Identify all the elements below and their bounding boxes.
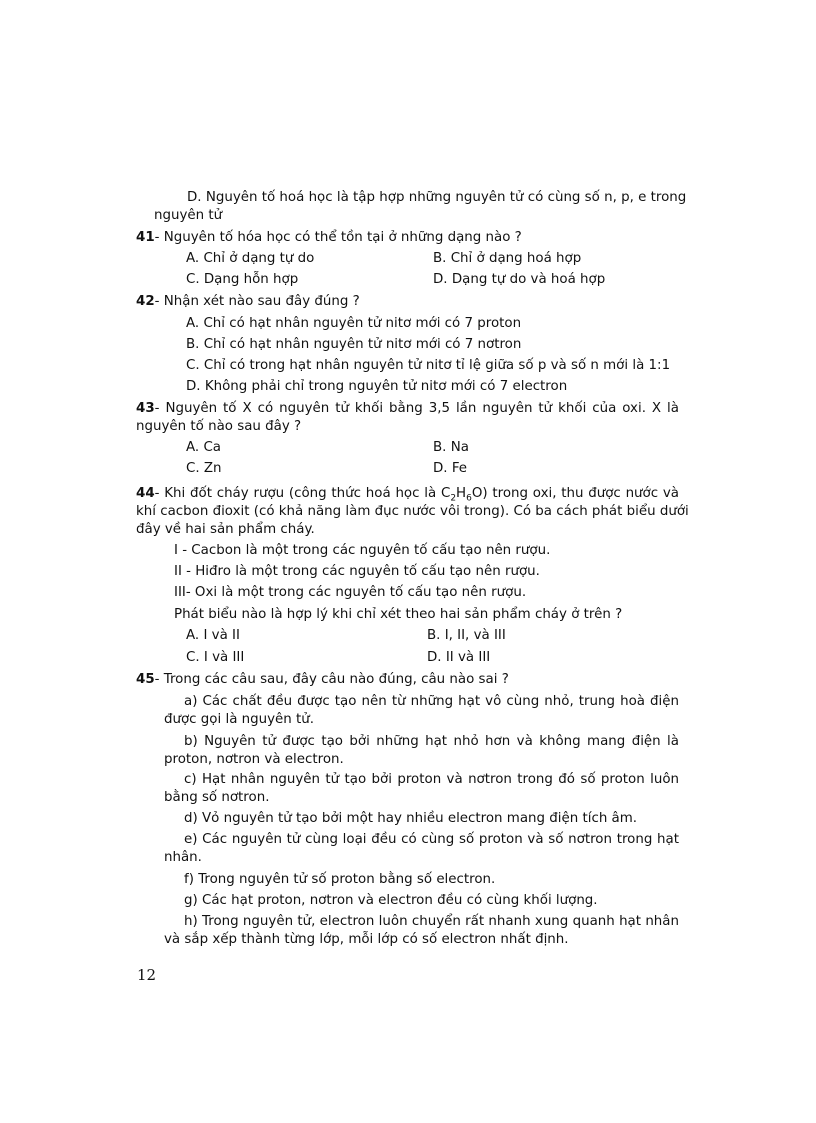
question-44-number: 44 [136,486,155,501]
q45-statement-g: g) Các hạt proton, nơtron và electron đều có cùng khối lượng. [184,893,598,908]
q40-option-d-line2: nguyên tử [154,208,223,223]
q42-option-c: C. Chỉ có trong hạt nhân nguyên tử nitơ tỉ lệ giữa số p và số n mới là 1:1 [186,358,671,373]
question-42-number: 42 [136,294,155,309]
q41-option-c: C. Dạng hỗn hợp [186,272,299,287]
question-45-number: 45 [136,672,155,687]
q43-option-c: C. Zn [186,461,222,476]
q45-statement-d: d) Vỏ nguyên tử tạo bởi một hay nhiều electron mang điện tích âm. [184,811,638,826]
q45-statement-c-line2: bằng số nơtron. [164,790,270,805]
question-45-text: - Trong các câu sau, đây câu nào đúng, câu nào sai ? [154,672,509,687]
page-number: 12 [137,966,157,984]
q42-option-a: A. Chỉ có hạt nhân nguyên tử nitơ mới có 7 proton [186,316,522,331]
question-43-line1 [136,400,679,418]
q45-statement-e-line2: nhân. [164,850,202,865]
q44-prompt: Phát biểu nào là hợp lý khi chỉ xét theo hai sản phẩm cháy ở trên ? [174,607,623,622]
q44-option-c: C. I và III [186,650,245,665]
question-43-number: 43 [136,401,155,416]
q41-option-a: A. Chỉ ở dạng tự do [186,251,315,266]
q44-statement-1: I - Cacbon là một trong các nguyên tố cấu tạo nên rượu. [174,543,551,558]
formula-o: O [471,486,483,501]
q45-statement-h-line2: và sắp xếp thành từng lớp, mỗi lớp có số electron nhất định. [164,932,569,947]
q45-statement-e-line1: e) Các nguyên tử cùng loại đều có cùng số proton và số nơtron trong hạt [184,832,679,847]
question-45 [136,671,509,689]
question-43-line2: nguyên tố nào sau đây ? [136,419,302,434]
q43-option-b: B. Na [433,440,469,455]
q44-statement-3: III- Oxi là một trong các nguyên tố cấu tạo nên rượu. [174,585,527,600]
question-41-number: 41 [136,230,155,245]
q44-option-a: A. I và II [186,628,240,643]
q42-option-b: B. Chỉ có hạt nhân nguyên tử nitơ mới có 7 nơtron [186,337,522,352]
q41-option-d: D. Dạng tự do và hoá hợp [433,272,606,287]
question-42 [136,293,360,311]
q45-statement-b-line1: b) Nguyên tử được tạo bởi những hạt nhỏ hơn và không mang điện là [184,734,679,749]
formula-h: H [456,486,467,501]
q45-statement-b-line2: proton, nơtron và electron. [164,752,344,767]
q45-statement-a-line2: được gọi là nguyên tử. [164,712,315,727]
question-44-text-pre: - Khi đốt cháy rượu (công thức hoá học là [154,486,441,501]
q45-statement-h-line1: h) Trong nguyên tử, electron luôn chuyển rất nhanh xung quanh hạt nhân [184,914,679,929]
question-44-line3: đây về hai sản phẩm cháy. [136,522,315,537]
q43-option-a: A. Ca [186,440,221,455]
q41-option-b: B. Chỉ ở dạng hoá hợp [433,251,582,266]
formula-h-subscript: 6 [466,493,472,504]
question-43-text: - Nguyên tố X có nguyên tử khối bằng 3,5 lần nguyên tử khối của oxi. X là [154,401,679,416]
formula-c: C [440,486,451,501]
question-41-text: - Nguyên tố hóa học có thể tồn tại ở những dạng nào ? [154,230,522,245]
q45-statement-a-line1: a) Các chất đều được tạo nên từ những hạt vô cùng nhỏ, trung hoà điện [184,694,679,709]
question-44-text-post: ) trong oxi, thu được nước và [482,486,679,501]
question-42-text: - Nhận xét nào sau đây đúng ? [154,294,360,309]
q44-option-d: D. II và III [427,650,491,665]
question-41 [136,229,522,247]
q44-option-b: B. I, II, và III [427,628,506,643]
q45-statement-f: f) Trong nguyên tử số proton bằng số electron. [184,872,496,887]
q40-option-d-line1: D. Nguyên tố hoá học là tập hợp những nguyên tử có cùng số n, p, e trong [187,190,687,205]
q42-option-d: D. Không phải chỉ trong nguyên tử nitơ mới có 7 electron [186,379,568,394]
q43-option-d: D. Fe [433,461,468,476]
formula-c-subscript: 2 [450,493,457,504]
question-44-line2: khí cacbon đioxit (có khả năng làm đục nước vôi trong). Có ba cách phát biểu dưới [136,504,689,519]
q44-statement-2: II - Hiđro là một trong các nguyên tố cấu tạo nên rượu. [174,564,540,579]
q45-statement-c-line1: c) Hạt nhân nguyên tử tạo bởi proton và nơtron trong đó số proton luôn [184,772,679,787]
